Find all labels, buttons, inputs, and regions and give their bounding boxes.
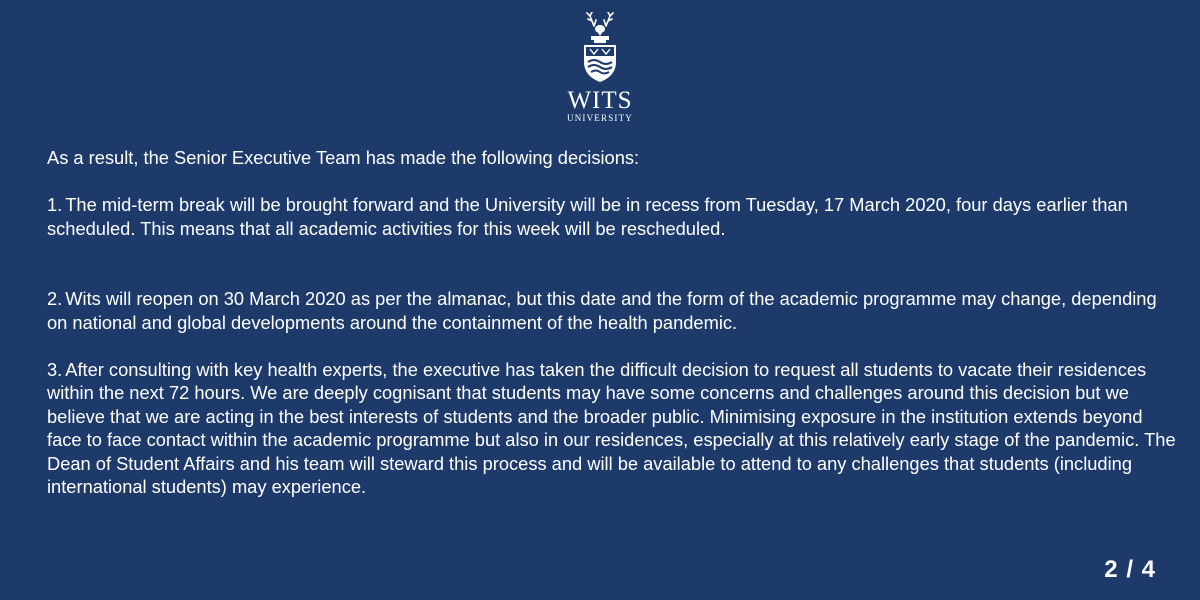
decision-number: 2.: [47, 288, 63, 309]
announcement-body: [47, 146, 1177, 499]
logo-name: WITS: [567, 87, 633, 114]
wits-crest-icon: [578, 12, 622, 84]
decision-item-3: [47, 358, 1177, 499]
decision-text: After consulting with key health experts, the executive has taken the difficult decision to request all students to vacate their residences within the next 72 hours. We are deeply cognisant that students may have some concerns and challenges around this decision but we believe that we are acting in the best interests of students and the broader public. Minimising exposure in the institution extends beyond face to face contact within the academic programme but also in our residences, especially at this relatively early stage of the pandemic. The Dean of Student Affairs and his team will steward this process and will be available to attend to any challenges that students (including international students) may experience.: [47, 358, 1176, 497]
page-indicator: 2 / 4: [1104, 556, 1156, 583]
decision-number: 1.: [47, 194, 63, 215]
decision-text: Wits will reopen on 30 March 2020 as per the almanac, but this date and the form of the academic programme may change, depending on national and global developments around the containment of the health pandemic.: [47, 288, 1157, 333]
decision-text: The mid-term break will be brought forward and the University will be in recess from Tuesday, 17 March 2020, four days earlier than scheduled. This means that all academic activities for this week will be rescheduled.: [47, 194, 1128, 239]
decision-item-2: [47, 287, 1177, 334]
decision-number: 3.: [47, 358, 63, 380]
decision-item-1: [47, 193, 1177, 240]
wits-logo: [540, 12, 660, 128]
logo-subtitle: UNIVERSITY: [567, 113, 633, 123]
intro-text: As a result, the Senior Executive Team has made the following decisions:: [47, 147, 640, 168]
